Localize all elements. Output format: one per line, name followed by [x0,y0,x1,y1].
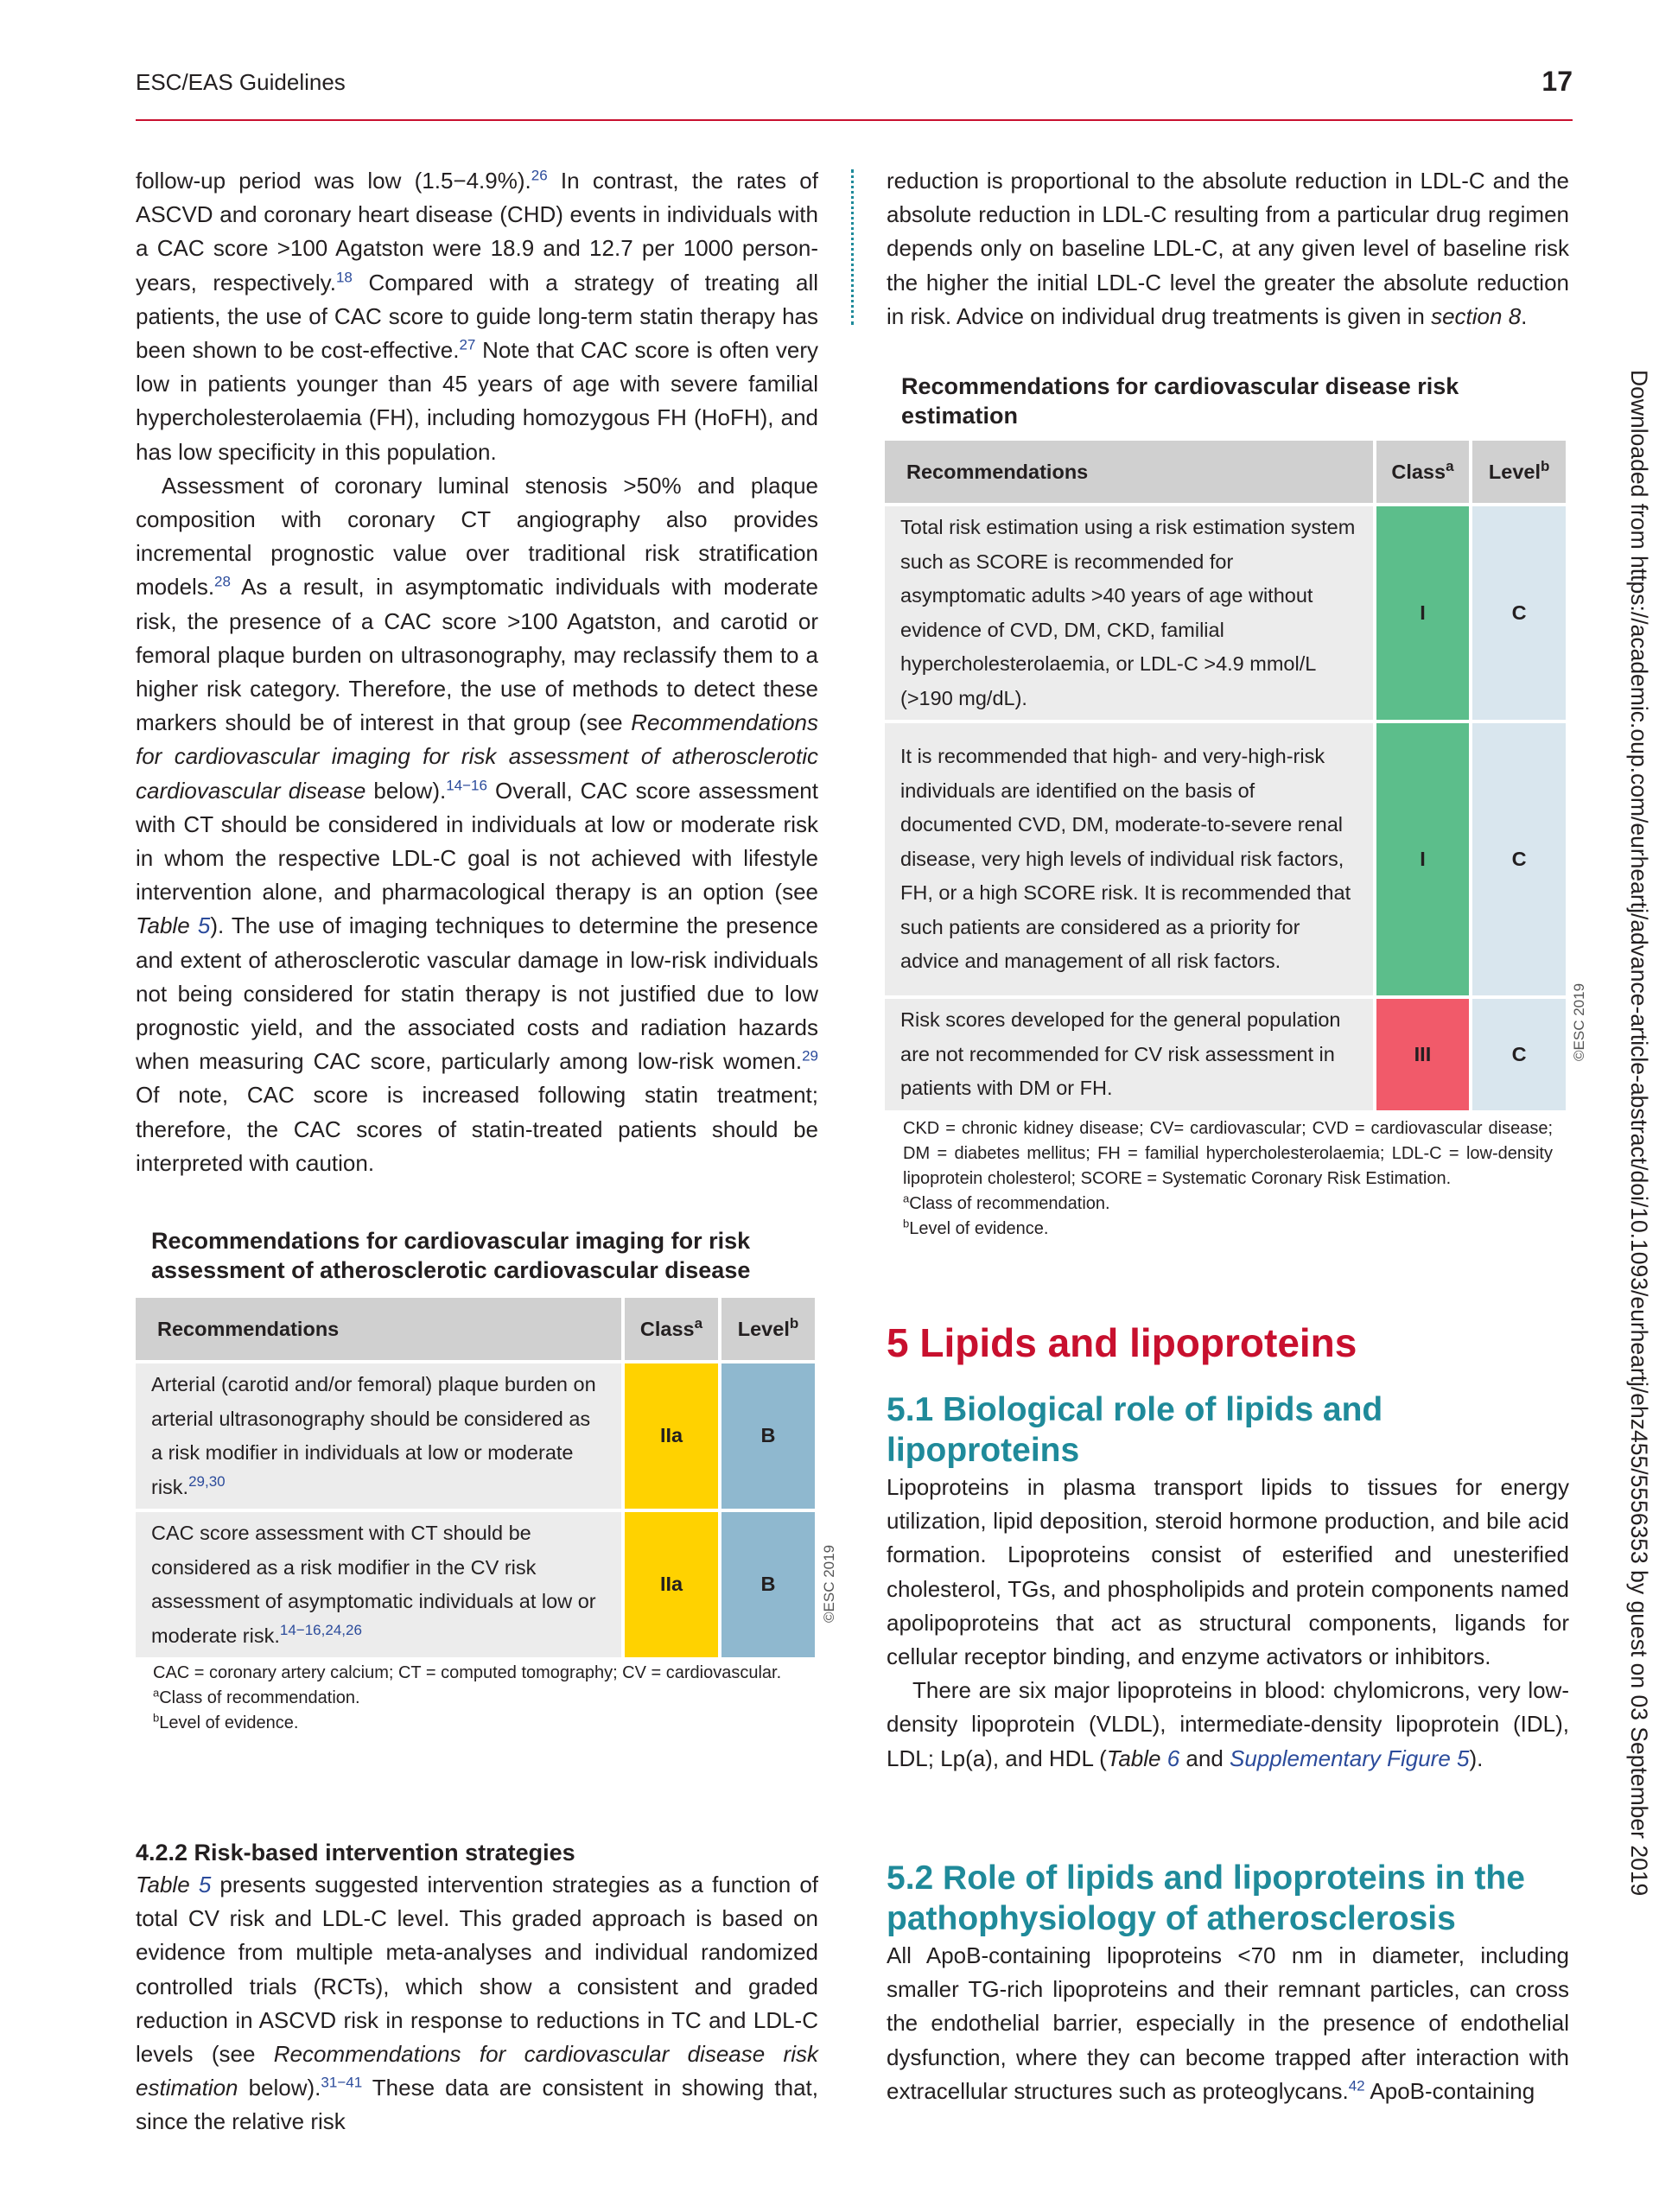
section-5-2-body: All ApoB-containing lipoproteins <70 nm in diameter, including smaller TG-rich lipoproteins and their remnant particles, can cross the endothelial barrier, especially in the presence of endothelial dysfunction, where they can become trapped after interaction with extracellular structures such as proteoglycans.$^{42}$ ApoB-containing [887,1942,1569,2104]
header-recommendations: Recommendations [136,1298,623,1362]
header-class: Class$^a$ [623,1298,720,1362]
right-paragraph-1: reduction is proportional to the absolute reduction in LDL-C and the absolute reduction in LDL-C resulting from a particular drug regimen depends only on baseline LDL-C, at any given level of baseline risk the higher the initial LDL-C level the greater the absolute reduction in risk. Advice on individual drug treatments is given in section 8. [887,168,1569,329]
citation-link[interactable]: 28 [214,573,231,590]
header-class: Class$^a$ [1375,441,1471,505]
subsection-heading: 4.2.2 Risk-based intervention strategies [136,1840,575,1866]
section-5-heading: 5 Lipids and lipoproteins [887,1320,1357,1365]
header-recommendations: Recommendations [885,441,1375,505]
table-row [885,997,1567,1112]
citation-link[interactable]: 29,30 [188,1472,226,1490]
left-paragraph-3: Table 5 presents suggested intervention strategies as a function of total CV risk and LDL-C level. This graded approach is based on evidence from multiple meta-analyses and individual randomized controlled trials (RCTs), which show a consistent and graded reduction in ASCVD risk in response to reductions in TC and LDL-C levels (see Recommendations for cardiovascular disease risk estimation below).$^{31-41}$ These data are consistent in showing that, since the relative risk [136,1872,818,2135]
class-cell: IIa [623,1510,720,1659]
citation-link[interactable]: 27 [459,336,476,353]
download-watermark: Downloaded from https://academic.oup.com/eurheartj/advance-article-abstract/doi/10.1093/eurheartj/ehz455/5556353 by guest on 03 September 2019 [1626,370,1652,1897]
section-5-2-heading: 5.2 Role of lipids and lipoproteins in the pathophysiology of atherosclerosis [887,1859,1525,1937]
class-cell: IIa [623,1362,720,1510]
supplementary-figure-link[interactable]: Supplementary Figure 5 [1230,1745,1470,1771]
table1 [136,1298,818,1661]
citation-link[interactable]: 29 [802,1047,818,1065]
citation-link[interactable]: 31−41 [321,2074,363,2091]
table2 [885,441,1569,1114]
table1-title: Recommendations for cardiovascular imaging for risk assessment of atherosclerotic cardiovascular disease [151,1228,751,1283]
recommendation-text: Arterial (carotid and/or femoral) plaque burden on arterial ultrasonography should be considered as a risk modifier in individuals at low or moderate risk.$^{29,30}$ [136,1362,623,1510]
recommendation-text: Risk scores developed for the general population are not recommended for CV risk assessment in patients with DM or FH. [885,997,1375,1112]
column-divider [851,169,854,325]
table-row [136,1362,817,1510]
header-rule [136,119,1573,121]
left-paragraph-2: Assessment of coronary luminal stenosis >50% and plaque composition with coronary CT angiography also provides incremental prognostic value over traditional risk stratification models.$^{28}$ As a result, in asymptomatic individuals with moderate risk, the presence of a CAC score >100 Agatston, and carotid or femoral plaque burden on ultrasonography, may reclassify them to a higher risk category. Therefore, the use of methods to detect these markers should be of interest in that group (see Recommendations for cardiovascular imaging for risk assessment of atherosclerotic cardiovascular disease below).$^{14-16}$ Overall, CAC score assessment with CT should be considered in individuals at low or moderate risk in whom the respective LDL-C goal is not achieved with lifestyle intervention alone, and pharmacological therapy is an option (see Table 5). The use of imaging techniques to determine the presence and extent of atherosclerotic vascular damage in low-risk individuals not being considered for statin therapy is not justified due to low prognostic yield, and the associated costs and radiation hazards when measuring CAC score, particularly among low-risk women.$^{29}$ Of note, CAC score is increased following statin treatment; therefore, the CAC scores of statin-treated patients should be interpreted with caution. [136,472,819,1176]
recommendation-text: It is recommended that high- and very-high-risk individuals are identified on the basis of documented CVD, DM, moderate-to-severe renal disease, very high levels of individual risk factors, FH, or a high SCORE risk. It is recommended that such patients are considered as a priority for advice and management of all risk factors. [885,721,1375,997]
class-cell: III [1375,997,1471,1112]
section-5-1-body: Lipoproteins in plasma transport lipids to tissues for energy utilization, lipid deposition, steroid hormone production, and bile acid formation. Lipoproteins consist of esterified and unesterified cholesterol, TGs, and phospholipids and protein components named apolipoproteins that act as structural components, ligands for cellular receptor binding, and enzyme activators or inhibitors. There are six major lipoproteins in blood: chylomicrons, very low-density lipoprotein (VLDL), intermediate-density lipoprotein (IDL), LDL; Lp(a), and HDL (Table 6 and Supplementary Figure 5). [887,1474,1569,1771]
level-cell: C [1471,997,1567,1112]
table-link[interactable]: 6 [1166,1745,1180,1771]
left-column-body [136,164,818,1180]
header-level: Level$^b$ [720,1298,817,1362]
esc-copyright-mark: ©ESC 2019 [821,1544,837,1623]
table2-footnotes: CKD = chronic kidney disease; CV= cardiovascular; CVD = cardiovascular disease; DM = diabetes mellitus; FH = familial hypercholesterolaemia; LDL-C = low-density lipoprotein cholesterol; SCORE = Systematic Coronary Risk Estimation. $^a$Class of recommendation. $^b$Level of evidence. [903,1119,1553,1238]
running-head: ESC/EAS Guidelines [136,69,346,95]
citation-link[interactable]: 14−16 [446,777,487,793]
table2-title: Recommendations for cardiovascular disease risk estimation [901,373,1459,429]
citation-link[interactable]: 18 [335,268,353,285]
table-row [885,505,1567,721]
class-cell: I [1375,505,1471,721]
table-row [136,1510,817,1659]
section-5-1-heading: 5.1 Biological role of lipids and lipoproteins [887,1391,1383,1469]
citation-link[interactable]: 14−16,24,26 [279,1621,362,1638]
header-level: Level$^b$ [1471,441,1567,505]
citation-link[interactable]: 42 [1348,2077,1365,2094]
table1-footnotes: CAC = coronary artery calcium; CT = computed tomography; CV = cardiovascular. $^a$Class of recommendation. $^b$Level of evidence. [153,1663,782,1732]
level-cell: C [1471,721,1567,997]
table-link[interactable]: 5 [197,912,211,939]
esc-copyright-mark: ©ESC 2019 [1571,982,1587,1061]
citation-link[interactable]: 26 [531,167,548,184]
recommendation-text: CAC score assessment with CT should be considered as a risk modifier in the CV risk assessment of asymptomatic individuals at low or moderate risk.$^{14-16,24,26}$ [136,1510,623,1659]
table2-header-row [885,441,1567,505]
table-row [885,721,1567,997]
level-cell: C [1471,505,1567,721]
level-cell: B [720,1362,817,1510]
level-cell: B [720,1510,817,1659]
recommendation-text: Total risk estimation using a risk estimation system such as SCORE is recommended for asymptomatic adults >40 years of age without evidence of CVD, DM, CKD, familial hypercholesterolaemia, or LDL-C >4.9 mmol/L (>190 mg/dL). [885,505,1375,721]
page-number: 17 [1541,66,1573,97]
table1-header-row [136,1298,817,1362]
class-cell: I [1375,721,1471,997]
table-link[interactable]: 5 [198,1872,212,1897]
left-paragraph-1: follow-up period was low (1.5−4.9%).$^{26}$ In contrast, the rates of ASCVD and coronary heart disease (CHD) events in individuals with a CAC score >100 Agatston were 18.9 and 12.7 per 1000 person-years, respectively.$^{18}$ Compared with a strategy of treating all patients, the use of CAC score to guide long-term statin therapy has been shown to be cost-effective.$^{27}$ Note that CAC score is often very low in patients younger than 45 years of age with severe familial hypercholesterolaemia (FH), including homozygous FH (HoFH), and has low specificity in this population. [136,167,819,465]
